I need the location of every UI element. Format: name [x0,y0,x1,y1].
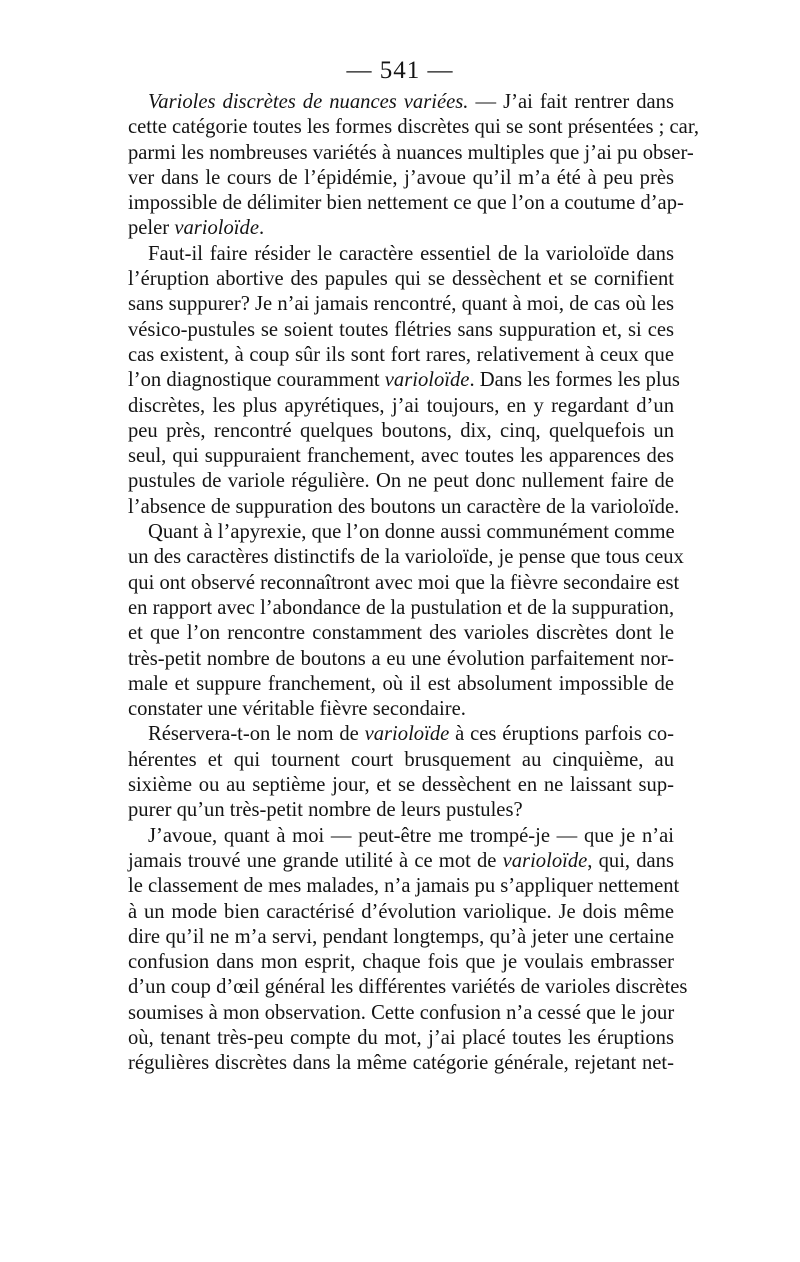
italic-term: varioloïde [384,369,470,392]
text-line [128,1026,674,1051]
text-segment: en rapport avec l’abondance de la pustulation et de la suppuration, [128,596,675,619]
text-segment: à un mode bien caractérisé d’évolution variolique. Je dois même [128,900,674,923]
paragraph [128,90,700,242]
text-segment: parmi les nombreuses variétés à nuances multiples que j’ai pu obser- [128,141,694,164]
text-line [128,849,674,874]
text-segment: à ces éruptions parfois co- [449,723,674,746]
text-segment: très-petit nombre de boutons a eu une évolution parfaitement nor- [128,647,674,670]
text-line [128,90,674,115]
text-segment: jamais trouvé une grande utilité à ce mot de [128,849,503,872]
text-segment: un des caractères distinctifs de la varioloïde, je pense que tous ceux [128,546,684,569]
text-segment: où, tenant très-peu compte du mot, j’ai placé toutes les éruptions [128,1026,674,1049]
text-line [128,596,674,621]
text-segment: dire qu’il ne m’a servi, pendant longtemps, qu’à jeter une certaine [128,925,674,948]
text-segment: cette catégorie toutes les formes discrètes qui se sont présentées ; car, [128,116,700,139]
text-line [128,495,680,520]
text-line [128,267,674,292]
text-segment: peu près, rencontré quelques boutons, dix, cinq, quelquefois un [128,419,674,442]
text-segment: . Dans les formes les plus [469,369,680,392]
text-line [128,950,674,975]
text-segment: pustules de variole régulière. On ne peut donc nullement faire de [128,470,674,493]
text-line [128,318,674,343]
text-segment: . [258,217,265,240]
text-segment: ver dans le cours de l’épidémie, j’avoue qu’il m’a été à peu près [128,166,674,189]
text-segment: impossible de délimiter bien nettement ce que l’on a coutume d’ap- [128,192,684,215]
text-segment: sixième ou au septième jour, et se dessèchent en ne laissant sup- [128,774,674,797]
text-segment: vésico-pustules se soient toutes flétries sans suppuration et, si ces [128,318,674,341]
italic-term: varioloïde [364,723,450,746]
text-segment: cas existent, à coup sûr ils sont fort rares, relativement à ceux que [128,343,674,366]
text-line [128,545,684,570]
text-segment: male et suppure franchement, où il est absolument impossible de [128,672,674,695]
text-segment: le classement de mes malades, n’a jamais pu s’appliquer nettement [128,875,680,898]
italic-term: varioloïde [502,849,588,872]
text-line [128,621,674,646]
body-text [128,90,700,1077]
text-line [128,292,674,317]
text-segment: seul, qui suppuraient franchement, avec toutes les apparences des [128,445,674,468]
text-line [128,1001,674,1026]
text-line [128,824,674,849]
text-line [128,141,694,166]
text-segment: Faut-il faire résider le caractère essentiel de la varioloïde dans [148,242,674,265]
text-line [128,444,674,469]
text-line [128,520,674,545]
text-segment: régulières discrètes dans la même catégorie générale, rejetant net- [128,1052,674,1075]
text-segment: Réservera-t-on le nom de [148,723,365,746]
text-segment: d’un coup d’œil général les différentes variétés de varioles discrètes [128,976,688,999]
paragraph [128,722,674,823]
text-line [128,748,674,773]
italic-term: varioloïde [174,217,259,240]
text-segment: hérentes et qui tournent court brusquement au cinquième, au [128,748,674,771]
text-segment: l’on diagnostique couramment [128,369,385,392]
text-line [128,216,674,241]
text-line [128,925,674,950]
text-line [128,722,674,747]
text-line [128,191,684,216]
text-line [128,368,680,393]
text-segment: — J’ai fait rentrer dans [468,91,674,113]
text-segment: et que l’on rencontre constamment des varioles discrètes dont le [128,622,674,645]
text-line [128,697,674,722]
text-line [128,343,674,368]
text-line [128,571,680,596]
text-line [128,394,674,419]
paragraph [128,520,684,722]
text-segment: discrètes, les plus apyrétiques, j’ai toujours, en y regardant d’un [128,394,674,417]
text-line [128,798,674,823]
text-line [128,900,674,925]
text-segment: , qui, dans [587,849,674,872]
text-segment: l’absence de suppuration des boutons un caractère de la varioloïde. [128,495,680,518]
text-line [128,1051,674,1076]
text-line [128,672,674,697]
text-line [128,115,700,140]
text-line [128,419,674,444]
text-line [128,242,674,267]
text-segment: J’avoue, quant à moi — peut-être me trompé-je — que je n’ai [148,824,674,847]
page-number: — 541 — [346,57,454,84]
text-segment: l’éruption abortive des papules qui se dessèchent et se cornifient [128,268,674,291]
italic-term: Varioles discrètes de nuances variées. [148,91,469,113]
text-segment: soumises à mon observation. Cette confusion n’a cessé que le jour [128,1001,675,1024]
text-line [128,773,674,798]
text-segment: qui ont observé reconnaîtront avec moi que la fièvre secondaire est [128,571,680,594]
text-line [128,975,688,1000]
text-segment: constater une véritable fièvre secondaire. [128,698,466,721]
text-line [128,647,674,672]
paragraph [128,242,680,520]
text-line [128,874,680,899]
text-segment: purer qu’un très-petit nombre de leurs pustules? [128,799,523,822]
text-segment: peler [128,217,175,240]
text-line [128,166,674,191]
text-segment: sans suppurer? Je n’ai jamais rencontré, quant à moi, de cas où les [128,293,674,316]
text-segment: confusion dans mon esprit, chaque fois que je voulais embrasser [128,951,674,974]
paragraph [128,824,688,1077]
text-line [128,469,674,494]
text-segment: Quant à l’apyrexie, que l’on donne aussi communément comme [148,521,675,544]
